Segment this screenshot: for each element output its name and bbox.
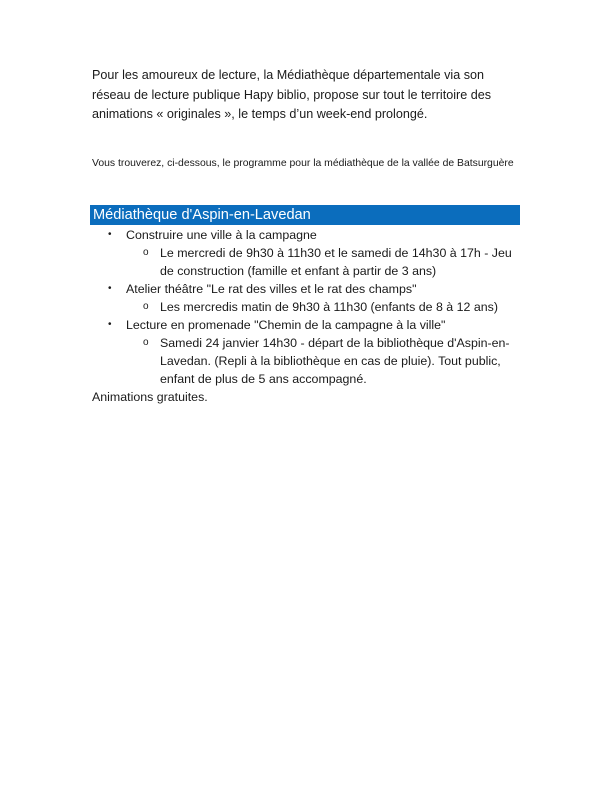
list-item-detail	[92, 244, 520, 280]
bullet-icon: •	[108, 319, 112, 330]
activity-detail: Les mercredis matin de 9h30 à 11h30 (enfants de 8 à 12 ans)	[160, 300, 498, 314]
list-item	[92, 280, 522, 298]
activity-title: Atelier théâtre "Le rat des villes et le rat des champs"	[126, 282, 417, 296]
circle-bullet-icon: o	[143, 301, 149, 312]
list-item	[92, 226, 522, 244]
activity-title: Lecture en promenade "Chemin de la campagne à la ville"	[126, 318, 446, 332]
section-heading: Médiathèque d'Aspin-en-Lavedan	[90, 205, 520, 225]
list-item	[92, 316, 522, 334]
activity-title: Construire une ville à la campagne	[126, 228, 317, 242]
list-item-detail	[92, 334, 520, 388]
list-item-detail	[92, 298, 520, 316]
bullet-icon: •	[108, 229, 112, 240]
intro-paragraph: Pour les amoureux de lecture, la Médiathèque départementale via son réseau de lecture publique Hapy biblio, propose sur tout le territoire des animations « originales », le temps d’un week-end prolongé.	[92, 68, 492, 121]
program-note: Vous trouverez, ci-dessous, le programme pour la médiathèque de la vallée de Batsurguère	[92, 158, 514, 169]
program-list	[92, 226, 522, 406]
circle-bullet-icon: o	[143, 337, 149, 348]
program-footer: Animations gratuites.	[92, 390, 208, 404]
circle-bullet-icon: o	[143, 247, 149, 258]
activity-detail: Samedi 24 janvier 14h30 - départ de la bibliothèque d'Aspin-en-Lavedan. (Repli à la bibliothèque en cas de pluie). Tout public, enfant de plus de 5 ans accompagné.	[160, 336, 510, 386]
bullet-icon: •	[108, 283, 112, 294]
activity-detail: Le mercredi de 9h30 à 11h30 et le samedi de 14h30 à 17h - Jeu de construction (famille et enfant à partir de 3 ans)	[160, 246, 512, 278]
